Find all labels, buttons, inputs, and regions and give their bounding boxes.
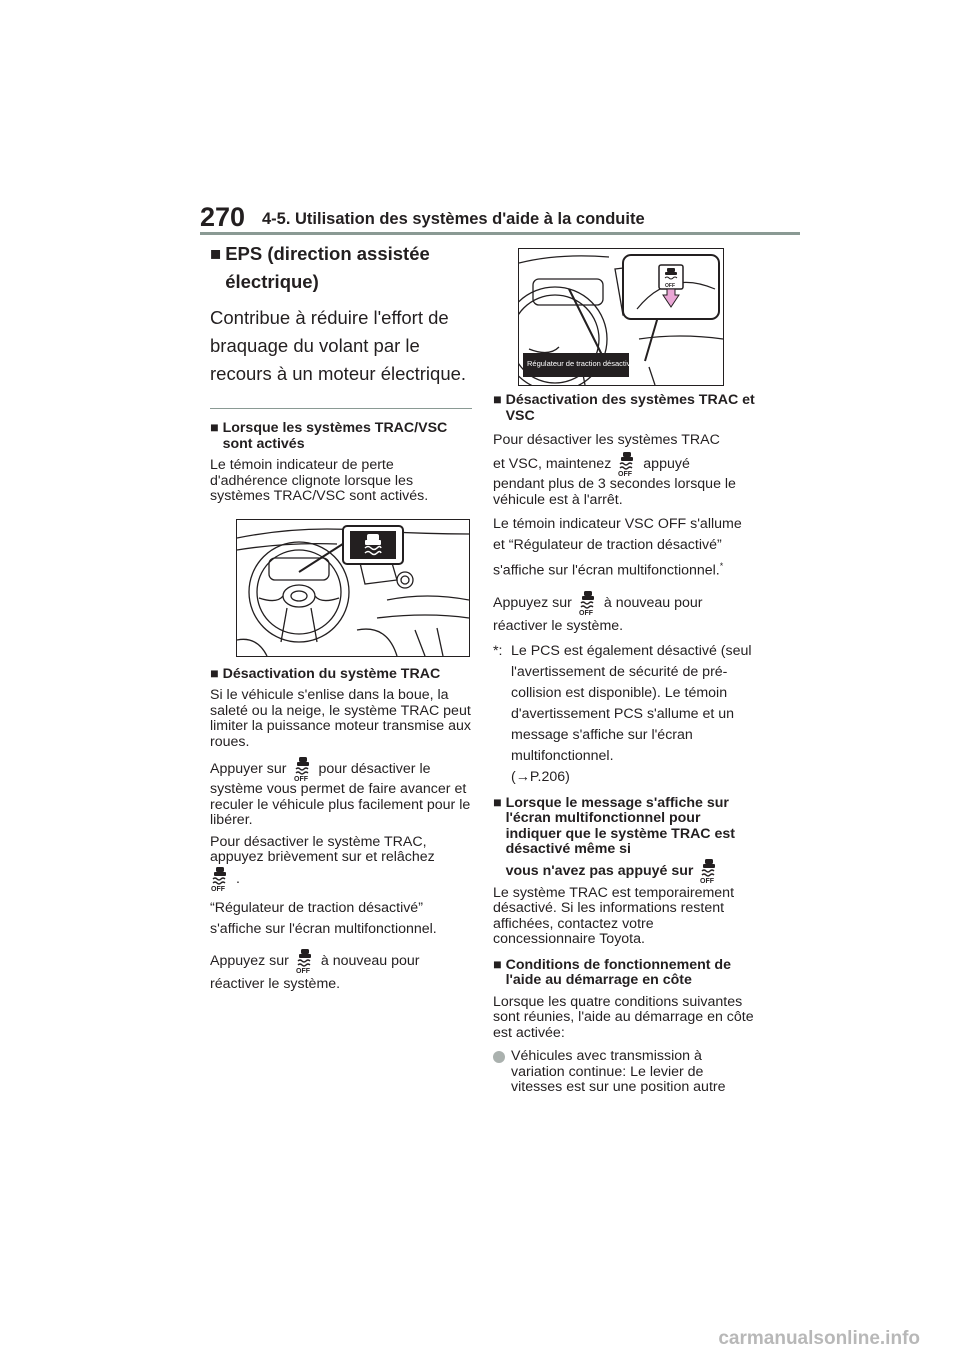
trac-vsc-off-heading: ■ Désactivation des systèmes TRAC et VSC bbox=[493, 392, 755, 424]
both-off-line1: Pour désactiver les systèmes TRAC bbox=[493, 432, 720, 448]
square-bullet-icon: ■ bbox=[493, 392, 502, 408]
footnote-star: * bbox=[719, 561, 724, 571]
reactivate-paragraph-right: Appuyez sur OFF à nouveau pour réactiver le système. bbox=[493, 590, 755, 637]
trac-off-brief: Pour désactiver le système TRAC, appuyez brièvement sur et relâchez OFF . bbox=[210, 833, 435, 892]
page-number: 270 bbox=[200, 202, 246, 232]
vsc-off-button-icon bbox=[210, 866, 230, 892]
hill-start-body: Lorsque les quatre conditions suivantes sont réunies, l'aide au démarrage en côte est activée: bbox=[493, 993, 754, 1041]
svg-text:OFF: OFF bbox=[665, 283, 675, 289]
vsc-off-button-icon bbox=[295, 948, 315, 974]
round-bullet-icon bbox=[493, 1051, 505, 1063]
trac-vsc-on-body: Le témoin indicateur de perte d'adhérence clignote lorsque les systèmes TRAC/VSC sont activés. bbox=[210, 457, 429, 504]
dashboard-illustration bbox=[237, 520, 469, 656]
right-column bbox=[493, 385, 755, 1096]
list-item: Véhicules avec transmission à variation continue: Le levier de vitesses est sur une position autre bbox=[493, 1049, 755, 1096]
watermark: carmanualsonline.info bbox=[718, 1328, 920, 1349]
traction-off-display-message: Régulateur de traction désactivé bbox=[527, 359, 635, 368]
section-title: 4-5. Utilisation des systèmes d'aide à la conduite bbox=[262, 210, 645, 228]
page-reference-link[interactable]: (→P.206) bbox=[511, 768, 570, 785]
left-column bbox=[210, 240, 472, 995]
trac-off-body: Si le véhicule s'enlise dans la boue, la saleté ou la neige, le système TRAC peut limiter la puissance moteur transmise aux roues. bbox=[210, 687, 471, 750]
reactivate-paragraph-left: Appuyez sur OFF à nouveau pour réactiver le système. bbox=[210, 948, 472, 995]
eps-heading bbox=[210, 240, 472, 296]
section-divider bbox=[210, 408, 472, 409]
dashboard-slip-indicator-figure bbox=[236, 519, 470, 657]
header-rule bbox=[200, 232, 800, 235]
trac-vsc-on-heading: ■ Lorsque les systèmes TRAC/VSC sont activés bbox=[210, 420, 448, 452]
trac-off-message-text: “Régulateur de traction désactivé” s'affiche sur l'écran multifonctionnel. bbox=[210, 899, 437, 937]
both-off-cont: pendant plus de 3 secondes lorsque le véhicule est à l'arrêt. bbox=[493, 476, 736, 508]
square-bullet-icon: ■ bbox=[493, 794, 502, 811]
svg-text:OFF: OFF bbox=[295, 967, 310, 974]
eps-body: Contribue à réduire l'effort de braquage du volant par le recours à un moteur électrique. bbox=[210, 307, 467, 384]
both-off-paragraph: et VSC, maintenez OFF appuyé bbox=[493, 451, 755, 477]
vsc-off-button-icon bbox=[293, 756, 313, 782]
svg-text:OFF: OFF bbox=[578, 609, 593, 616]
vsc-off-button-figure bbox=[518, 248, 724, 386]
vsc-off-button-icon bbox=[699, 858, 719, 884]
svg-text:OFF: OFF bbox=[618, 471, 633, 477]
eps-heading-line2: électrique) bbox=[225, 271, 319, 292]
square-bullet-icon: ■ bbox=[493, 956, 502, 973]
svg-text:OFF: OFF bbox=[293, 776, 308, 782]
square-bullet-icon: ■ bbox=[210, 665, 219, 682]
square-bullet-icon: ■ bbox=[210, 243, 222, 264]
unexpected-trac-off-body: Le système TRAC est temporairement désactivé. Si les informations restent affichées, contactez votre concessionnaire Toyota. bbox=[493, 884, 735, 948]
unexpected-trac-off-heading: ■ Lorsque le message s'affiche sur l'écran multifonctionnel pour indiquer que le système TRAC est désactivé même si vous n'avez pas appuyé sur OFF bbox=[493, 794, 736, 884]
svg-text:OFF: OFF bbox=[211, 885, 225, 892]
square-bullet-icon: ■ bbox=[210, 420, 219, 436]
vsc-off-button-icon bbox=[578, 590, 598, 616]
svg-text:OFF: OFF bbox=[700, 877, 715, 884]
trac-off-press-paragraph: Appuyer sur OFF pour désactiver le système vous permet de faire avancer et reculer le véhicule plus facilement pour le libérer. bbox=[210, 756, 472, 829]
trac-off-heading: ■ Désactivation du système TRAC bbox=[210, 665, 441, 682]
eps-heading-line1: EPS (direction assistée bbox=[225, 243, 430, 264]
vsc-off-message-text: Le témoin indicateur VSC OFF s'allume et “Régulateur de traction désactivé” s'affiche sur l'écran multifonctionnel.* bbox=[493, 516, 742, 579]
pcs-footnote: *: Le PCS est également désactivé (seul l'avertissement de sécurité de pré-collision est disponible). Le témoin d'avertissement PCS s'allume et un message s'affiche sur l'écran multifonctionnel. (→P.206) bbox=[493, 642, 752, 785]
hill-start-heading: ■ Conditions de fonctionnement de l'aide au démarrage en côte bbox=[493, 956, 731, 989]
vsc-off-button-icon bbox=[617, 451, 637, 477]
